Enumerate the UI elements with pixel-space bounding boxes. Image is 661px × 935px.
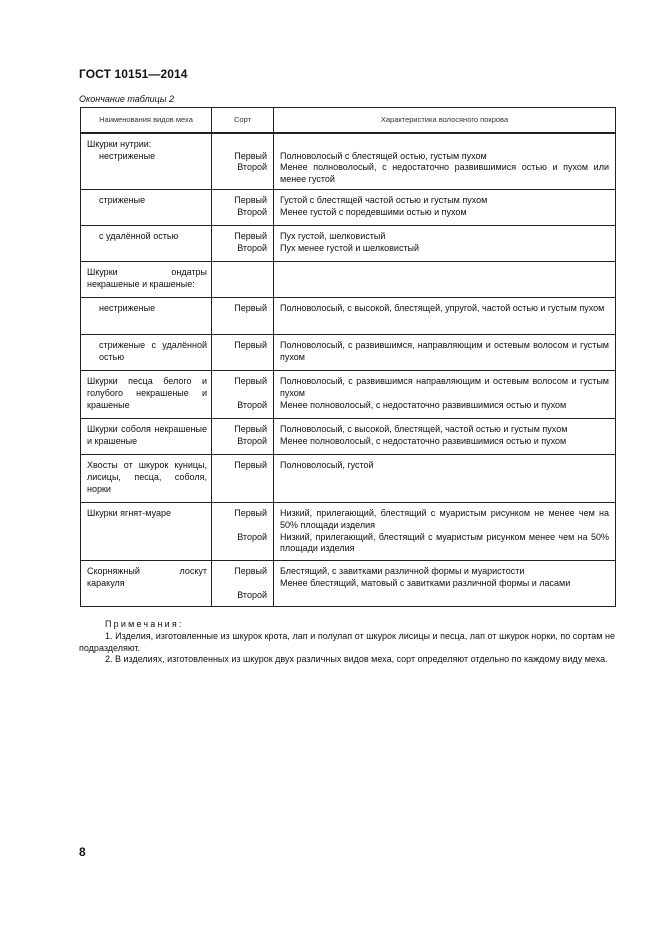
table-row	[81, 226, 616, 262]
note-item: 1. Изделия, изготовленные из шкурок крота, лап и полулап от шкурок лисицы и песца, лап от шкурок норки, по сортам не подразделяют.	[79, 630, 615, 653]
grade-text: Первый	[234, 303, 267, 314]
grade-text: Первый	[234, 231, 267, 242]
table-row	[81, 561, 616, 607]
grade-text: Второй	[237, 531, 267, 542]
description-text: Менее блестящий, матовый с завитками различной формы и ласами	[280, 577, 571, 588]
column-header-fur-type: Наименования видов меха	[81, 108, 212, 134]
notes-title: Примечания:	[105, 619, 184, 629]
fur-type-cell	[81, 262, 212, 298]
fur-type-cell	[81, 419, 212, 455]
description-text: Менее полноволосый, с недостаточно развившимися остью и пухом	[280, 399, 567, 410]
grade-text: Второй	[237, 242, 267, 253]
grade-text: Первый	[234, 340, 267, 351]
description-cell	[274, 133, 616, 190]
fur-type-cell	[81, 561, 212, 607]
notes-section	[79, 619, 615, 666]
grade-cell	[212, 190, 274, 226]
description-text: Полноволосый, густой	[280, 460, 374, 471]
description-text: Блестящий, с завитками различной формы и муаристости	[280, 566, 525, 577]
fur-type-cell	[81, 190, 212, 226]
grade-text: Второй	[237, 435, 267, 446]
table-row	[81, 133, 616, 190]
fur-type-text: Шкурки песца белого и голубого некрашеные и крашеные	[87, 376, 207, 410]
grade-text: Первый	[234, 460, 267, 471]
description-cell	[274, 262, 616, 298]
grade-cell	[212, 133, 274, 190]
description-cell	[274, 335, 616, 371]
grade-cell	[212, 455, 274, 503]
fur-type-cell	[81, 503, 212, 561]
description-cell	[274, 561, 616, 607]
fur-type-text: Шкурки нутрии:	[87, 139, 152, 149]
description-text: Пух густой, шелковистый	[280, 231, 386, 242]
grade-cell	[212, 419, 274, 455]
grade-text: Первый	[234, 376, 267, 387]
page-number: 8	[79, 845, 86, 859]
grade-cell	[212, 226, 274, 262]
fur-type-text: стриженые	[99, 195, 146, 206]
grade-cell	[212, 371, 274, 419]
table-header-row	[81, 108, 616, 134]
note-item: 2. В изделиях, изготовленных из шкурок двух различных видов меха, сорт определяют отдельно по каждому виду меха.	[105, 654, 608, 665]
grade-cell	[212, 335, 274, 371]
table-row	[81, 298, 616, 335]
description-cell	[274, 190, 616, 226]
fur-type-text: с удалённой остью	[99, 231, 179, 242]
grade-text: Первый	[234, 508, 267, 519]
description-cell	[274, 371, 616, 419]
fur-type-cell	[81, 133, 212, 190]
fur-type-text: нестриженые	[99, 150, 156, 161]
fur-type-cell	[81, 371, 212, 419]
fur-type-text: Хвосты от шкурок куницы, лисицы, песца, соболя, норки	[87, 460, 207, 494]
fur-type-cell	[81, 455, 212, 503]
grade-text: Первый	[234, 424, 267, 435]
fur-type-text: Скорняжный лоскут каракуля	[87, 566, 207, 588]
fur-type-text: нестриженые	[99, 303, 156, 314]
fur-type-text: Шкурки ондатры некрашеные и крашеные:	[87, 267, 207, 289]
table-row	[81, 371, 616, 419]
description-text: Низкий, прилегающий, блестящий с муаристым рисунком не менее чем на 50% площади изделия	[280, 508, 609, 530]
description-text: Густой с блестящей частой остью и густым пухом	[280, 195, 488, 206]
fur-grades-table	[80, 107, 616, 607]
description-cell	[274, 226, 616, 262]
grade-text: Второй	[237, 589, 267, 600]
description-cell	[274, 298, 616, 335]
grade-cell	[212, 561, 274, 607]
table-row	[81, 262, 616, 298]
description-text: Пух менее густой и шелковистый	[280, 242, 420, 253]
fur-type-cell	[81, 298, 212, 335]
description-text: Полноволосый с блестящей остью, густым пухом	[280, 150, 487, 161]
grade-text: Второй	[237, 206, 267, 217]
fur-type-text: Шкурки ягнят-муаре	[87, 508, 171, 519]
grade-cell	[212, 262, 274, 298]
table-row	[81, 455, 616, 503]
description-text: Менее полноволосый, с недостаточно развившимися остью и пухом	[280, 435, 567, 446]
table-caption: Окончание таблицы 2	[79, 94, 174, 104]
grade-text: Первый	[234, 195, 267, 206]
fur-type-text: стриженые с удалённой остью	[99, 340, 207, 362]
description-text: Низкий, прилегающий, блестящий с муаристым рисунком менее чем на 50% площади изделия	[280, 531, 609, 554]
fur-type-cell	[81, 335, 212, 371]
grade-text: Второй	[237, 399, 267, 410]
table-row	[81, 335, 616, 371]
description-text: Полноволосый, с развившимся, направляющим и остевым волосом и густым пухом	[280, 340, 609, 362]
table-row	[81, 503, 616, 561]
description-text: Менее густой с поредевшими остью и пухом	[280, 206, 467, 217]
description-cell	[274, 455, 616, 503]
fur-type-cell	[81, 226, 212, 262]
grade-text: Первый	[234, 566, 267, 577]
column-header-grade: Сорт	[212, 108, 274, 134]
fur-type-text: Шкурки соболя некрашеные и крашеные	[87, 424, 207, 446]
description-text: Полноволосый, с развившимся направляющим и остевым волосом и густым пухом	[280, 376, 609, 398]
description-text: Полноволосый, с высокой, блестящей, упругой, частой остью и густым пухом	[280, 303, 605, 314]
description-cell	[274, 503, 616, 561]
table-row	[81, 419, 616, 455]
table-row	[81, 190, 616, 226]
description-text: Полноволосый, с высокой, блестящей, частой остью и густым пухом	[280, 424, 568, 435]
description-cell	[274, 419, 616, 455]
grade-cell	[212, 503, 274, 561]
grade-cell	[212, 298, 274, 335]
document-header: ГОСТ 10151—2014	[79, 67, 188, 81]
grade-text: Второй	[237, 162, 267, 173]
description-text: Менее полноволосый, с недостаточно развившимися остью и пухом или менее густой	[280, 162, 609, 184]
grade-text: Первый	[234, 150, 267, 161]
column-header-hair-description: Характеристика волосяного покрова	[274, 108, 616, 134]
